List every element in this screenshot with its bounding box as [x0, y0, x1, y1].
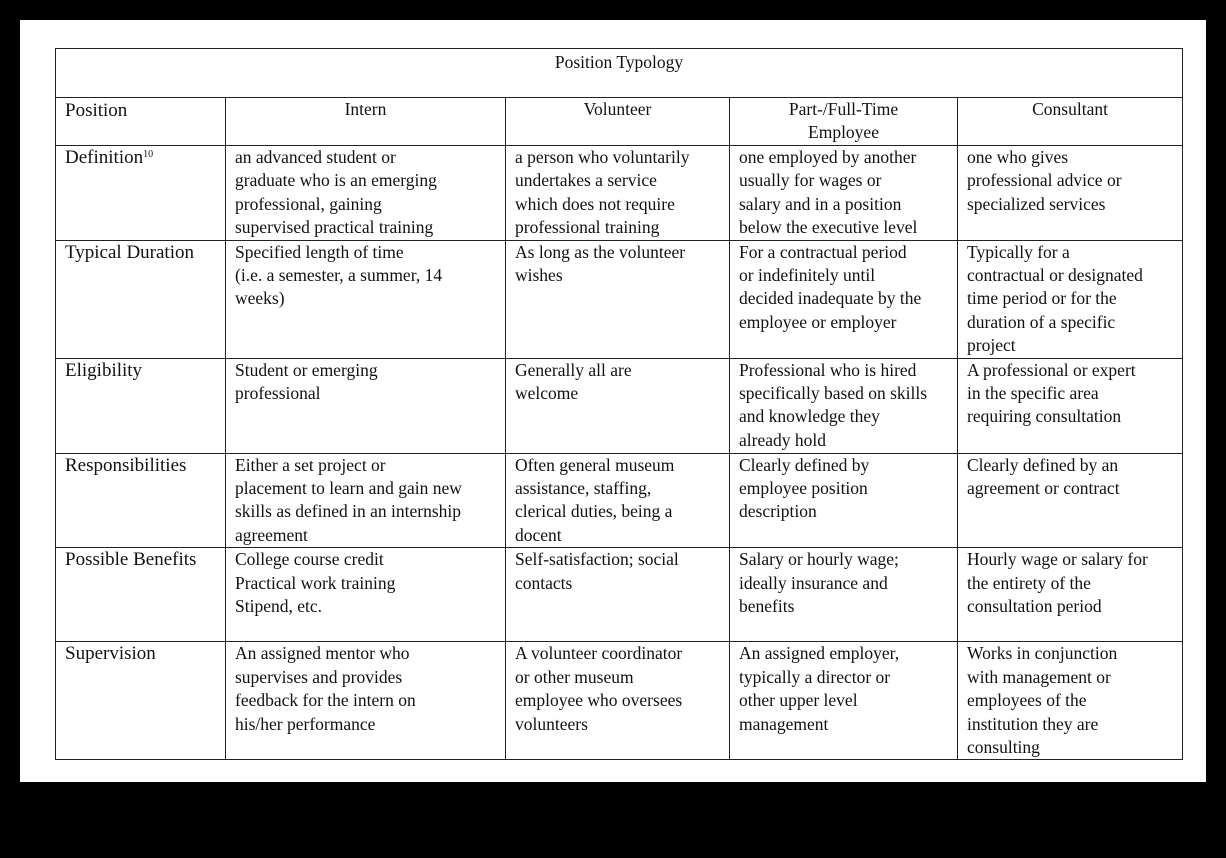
table-row-eligibility [56, 358, 1183, 453]
table-row-supervision [56, 642, 1183, 760]
cell-possible-benefits-volunteer: Self-satisfaction; social contacts [506, 548, 730, 642]
cell-supervision-intern: An assigned mentor who supervises and provides feedback for the intern on his/her performance [226, 642, 506, 760]
cell-definition-consultant: one who gives professional advice or specialized services [958, 146, 1183, 241]
cell-responsibilities-consultant: Clearly defined by an agreement or contract [958, 453, 1183, 548]
cell-typical-duration-employee: For a contractual period or indefinitely until decided inadequate by the employee or employer [730, 240, 958, 358]
cell-supervision-volunteer: A volunteer coordinator or other museum employee who oversees volunteers [506, 642, 730, 760]
column-header-employee: Part-/Full-Time Employee [730, 98, 958, 146]
cell-possible-benefits-intern: College course credit Practical work training Stipend, etc. [226, 548, 506, 642]
cell-typical-duration-volunteer: As long as the volunteer wishes [506, 240, 730, 358]
position-typology-table [55, 48, 1183, 760]
corner-header: Position [56, 98, 226, 146]
cell-definition-employee: one employed by another usually for wages or salary and in a position below the executive level [730, 146, 958, 241]
table-row-typical-duration [56, 240, 1183, 358]
row-header-label: Possible Benefits [65, 549, 197, 571]
cell-responsibilities-volunteer: Often general museum assistance, staffing, clerical duties, being a docent [506, 453, 730, 548]
column-header-volunteer: Volunteer [506, 98, 730, 146]
row-header-possible-benefits [56, 548, 226, 642]
cell-definition-intern: an advanced student or graduate who is an emerging professional, gaining supervised practical training [226, 146, 506, 241]
table-row-definition [56, 146, 1183, 241]
cell-eligibility-consultant: A professional or expert in the specific area requiring consultation [958, 358, 1183, 453]
cell-typical-duration-consultant: Typically for a contractual or designated time period or for the duration of a specific project [958, 240, 1183, 358]
document-page [20, 20, 1206, 782]
cell-supervision-employee: An assigned employer, typically a director or other upper level management [730, 642, 958, 760]
row-header-definition [56, 146, 226, 241]
table-title-row [56, 49, 1183, 98]
cell-eligibility-intern: Student or emerging professional [226, 358, 506, 453]
row-header-label: Definition [65, 147, 144, 168]
table-title: Position Typology [56, 49, 1183, 98]
row-header-label: Eligibility [65, 359, 143, 381]
column-header-intern: Intern [226, 98, 506, 146]
row-header-label: Supervision [65, 643, 156, 665]
cell-typical-duration-intern: Specified length of time (i.e. a semester, a summer, 14 weeks) [226, 240, 506, 358]
row-header-typical-duration [56, 240, 226, 358]
row-header-label: Responsibilities [65, 454, 187, 476]
table-row-responsibilities [56, 453, 1183, 548]
footnote-marker: 10 [143, 149, 154, 160]
row-header-eligibility [56, 358, 226, 453]
cell-eligibility-employee: Professional who is hired specifically based on skills and knowledge they already hold [730, 358, 958, 453]
column-header-row [56, 98, 1183, 146]
cell-possible-benefits-employee: Salary or hourly wage; ideally insurance and benefits [730, 548, 958, 642]
cell-responsibilities-intern: Either a set project or placement to learn and gain new skills as defined in an internship agreement [226, 453, 506, 548]
row-header-label: Typical Duration [65, 241, 194, 263]
cell-responsibilities-employee: Clearly defined by employee position description [730, 453, 958, 548]
cell-definition-volunteer: a person who voluntarily undertakes a service which does not require professional training [506, 146, 730, 241]
cell-supervision-consultant: Works in conjunction with management or employees of the institution they are consulting [958, 642, 1183, 760]
cell-eligibility-volunteer: Generally all are welcome [506, 358, 730, 453]
column-header-consultant: Consultant [958, 98, 1183, 146]
row-header-responsibilities [56, 453, 226, 548]
table-row-possible-benefits [56, 548, 1183, 642]
cell-possible-benefits-consultant: Hourly wage or salary for the entirety of the consultation period [958, 548, 1183, 642]
row-header-supervision [56, 642, 226, 760]
